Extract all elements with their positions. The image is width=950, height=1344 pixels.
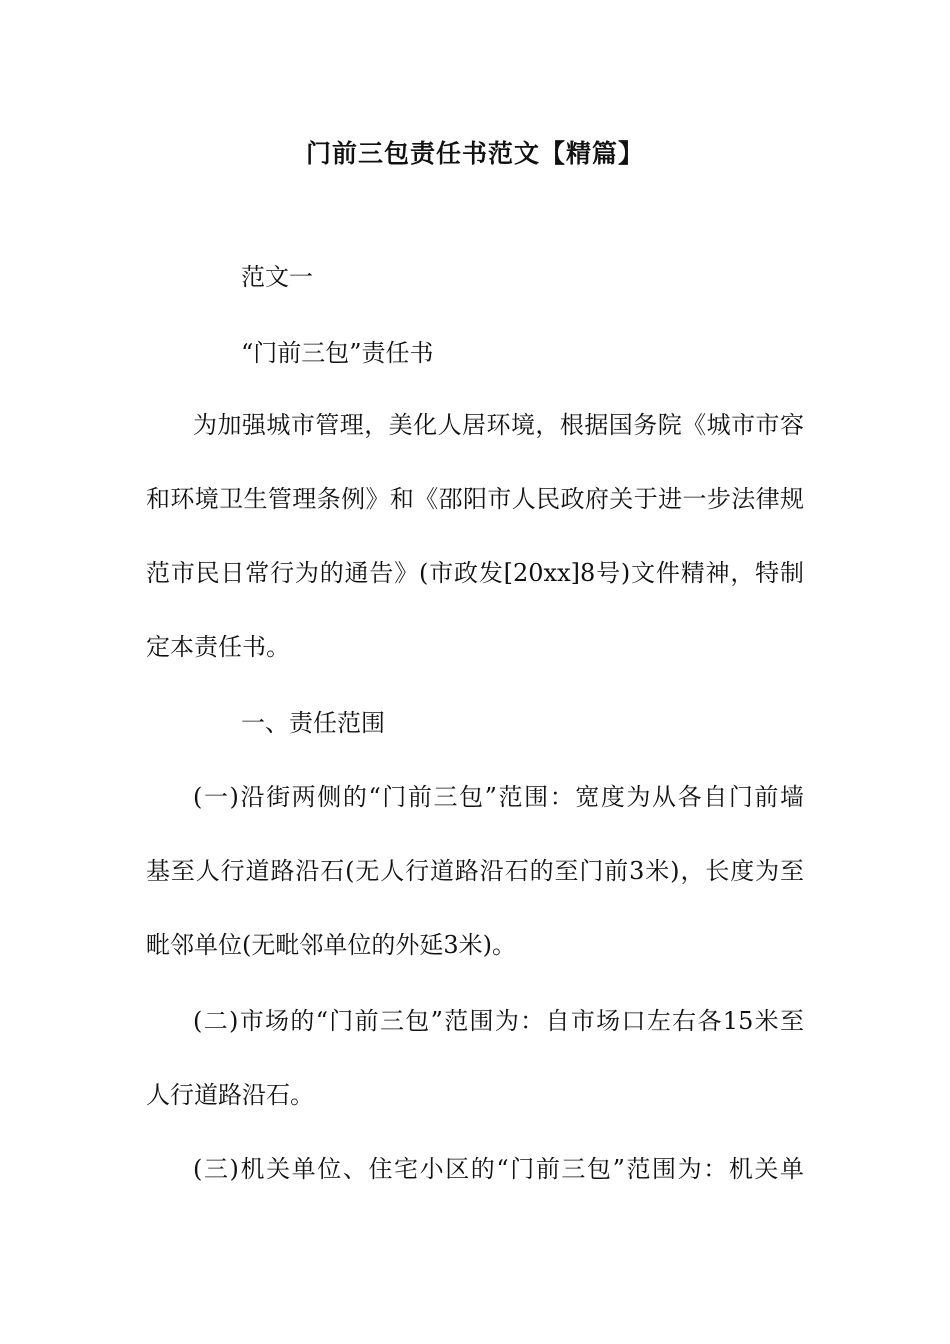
paragraph-line: 为加强城市管理，美化人居环境，根据国务院《城市市容 bbox=[193, 411, 804, 439]
list-item-line: (三)机关单位、住宅小区的“门前三包”范围为：机关单 bbox=[193, 1155, 804, 1183]
paragraph-line: 和环境卫生管理条例》和《邵阳市人民政府关于进一步法律规 bbox=[146, 485, 804, 513]
document-title: 门前三包责任书范文【精篇】 bbox=[305, 139, 644, 168]
list-item-line: 人行道路沿石。 bbox=[146, 1081, 314, 1109]
section-heading: 一、责任范围 bbox=[241, 709, 385, 737]
section-label: 范文一 bbox=[241, 263, 313, 291]
paragraph-line: 范市民日常行为的通告》(市政发[20xx]8号)文件精神，特制 bbox=[146, 559, 804, 587]
paragraph-line: 定本责任书。 bbox=[146, 633, 290, 661]
list-item-line: 毗邻单位(无毗邻单位的外延3米)。 bbox=[146, 931, 516, 959]
list-item-line: (二)市场的“门前三包”范围为：自市场口左右各15米至 bbox=[193, 1007, 804, 1035]
list-item-line: (一)沿街两侧的“门前三包”范围：宽度为从各自门前墙 bbox=[193, 783, 804, 811]
doc-heading: “门前三包”责任书 bbox=[241, 339, 434, 367]
list-item-line: 基至人行道路沿石(无人行道路沿石的至门前3米)，长度为至 bbox=[146, 857, 804, 885]
